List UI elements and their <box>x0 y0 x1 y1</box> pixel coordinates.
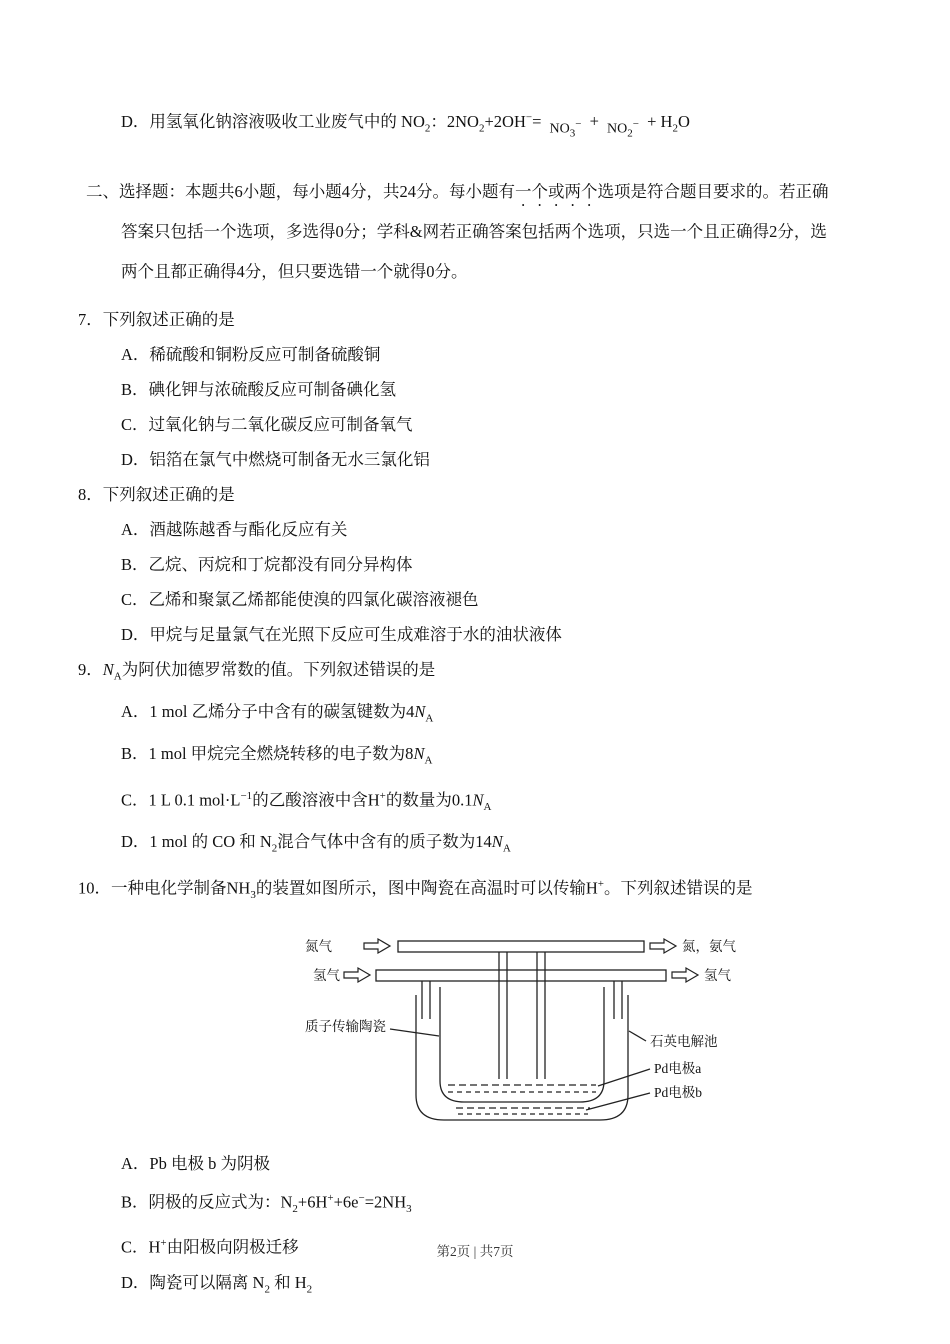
label-hydrogen-in: 氢气 <box>313 967 340 983</box>
hydrogen-pipe <box>376 970 666 981</box>
formula-suffix: + $H_2O$ <box>647 111 690 134</box>
label-product-out: 氮，氨气 <box>682 938 736 954</box>
question-10-option-c: C．H+由阳极向阴极迁移 <box>121 1237 299 1257</box>
question-8-title: 8．下列叙述正确的是 <box>78 484 235 504</box>
page-footer: 第2页 | 共7页 <box>436 1244 514 1259</box>
question-7-option-c: C．过氧化钠与二氧化碳反应可制备氧气 <box>121 414 413 434</box>
question-10-option-a: A．Pb 电极 b 为阴极 <box>121 1153 270 1173</box>
question-9-option-d: D．1 mol 的 CO 和 $N_2$混合气体中含有的质子数为$14N_A$ <box>121 832 511 855</box>
question-9-option-c: C．1 L 0.1 $mol\cdot L^{-1}$的乙酸溶液中含H+的数量为$0.1N_A$ <box>121 789 492 813</box>
label-proton-ceramic: 质子传输陶瓷 <box>305 1018 386 1034</box>
formula-prefix: D．用氢氧化钠溶液吸收工业废气中的 $NO_2$：$2NO_2+2OH^-=$ <box>121 111 542 134</box>
question-7 <box>78 302 890 477</box>
section-instructions-line-3: 两个且都正确得4分，但只要选错一个就得0分。 <box>121 261 468 281</box>
arrow-right-icon <box>650 939 676 953</box>
label-hydrogen-out: 氢气 <box>704 967 731 983</box>
question-10-option-d: D．陶瓷可以隔离 $N_2$ 和 $H_2$ <box>121 1272 313 1296</box>
nitrate-ion-formula: $NO_3^-$ <box>549 117 582 140</box>
label-nitrogen-in: 氮气 <box>305 938 332 954</box>
section-2-instructions <box>86 172 890 292</box>
arrow-right-icon <box>344 968 370 982</box>
question-8-option-a: A．酒越陈越香与酯化反应有关 <box>121 519 348 539</box>
nitrite-ion-formula: $NO_2^-$ <box>607 117 639 140</box>
question-7-option-b: B．碘化钾与浓硫酸反应可制备碘化氢 <box>121 379 397 399</box>
question-7-option-a: A．稀硫酸和铜粉反应可制备硫酸铜 <box>121 344 381 364</box>
section-instructions-line-2: 答案只包括一个选项，多选得0分；学科&网若正确答案包括两个选项，只选一个且正确得2分，选 <box>121 221 827 241</box>
plus-sign: + <box>589 111 599 131</box>
label-quartz-cell: 石英电解池 <box>650 1033 718 1049</box>
question-8-option-c: C．乙烯和聚氯乙烯都能使溴的四氯化碳溶液褪色 <box>121 589 479 609</box>
arrow-right-icon <box>364 939 390 953</box>
question-8 <box>78 477 890 652</box>
question-9-option-a: A．1 mol 乙烯分子中含有的碳氢键数为$4N_A$ <box>121 702 434 725</box>
quartz-cell-outline <box>416 995 628 1120</box>
question-8-option-b: B．乙烷、丙烷和丁烷都没有同分异构体 <box>121 554 413 574</box>
section-instructions-line-1: 二、选择题：本题共6小题，每小题4分，共24分。每小题有一个或两个选项是符合题目要求的。若正确 <box>86 181 829 201</box>
question-9-title: 9．$N_A$为阿伏加德罗常数的值。下列叙述错误的是 <box>78 659 436 683</box>
label-pd-electrode-a: Pd电极a <box>654 1060 702 1076</box>
carryover-option-d <box>121 100 890 146</box>
question-10-title: 10．一种电化学制备$NH_3$的装置如图所示，图中陶瓷在高温时可以传输H+。下列叙述错误的是 <box>78 877 753 901</box>
question-7-title: 7．下列叙述正确的是 <box>78 309 235 329</box>
question-8-option-d: D．甲烷与足量氯气在光照下反应可生成难溶于水的油状液体 <box>121 624 562 644</box>
arrow-right-icon <box>672 968 698 982</box>
cell-diagram <box>298 919 758 1131</box>
question-7-option-d: D．铝箔在氯气中燃烧可制备无水三氯化铝 <box>121 449 430 469</box>
question-9 <box>78 652 890 867</box>
nitrogen-pipe <box>398 941 644 952</box>
question-10-option-b: B．阴极的反应式为：$N_2+6H^++6e^-=2NH_3$ <box>121 1191 412 1215</box>
label-pd-electrode-b: Pd电极b <box>654 1084 703 1100</box>
questions-block <box>78 302 890 1307</box>
electrochemical-cell-figure <box>298 919 890 1136</box>
question-9-option-b: B．1 mol 甲烷完全燃烧转移的电子数为$8N_A$ <box>121 744 433 767</box>
